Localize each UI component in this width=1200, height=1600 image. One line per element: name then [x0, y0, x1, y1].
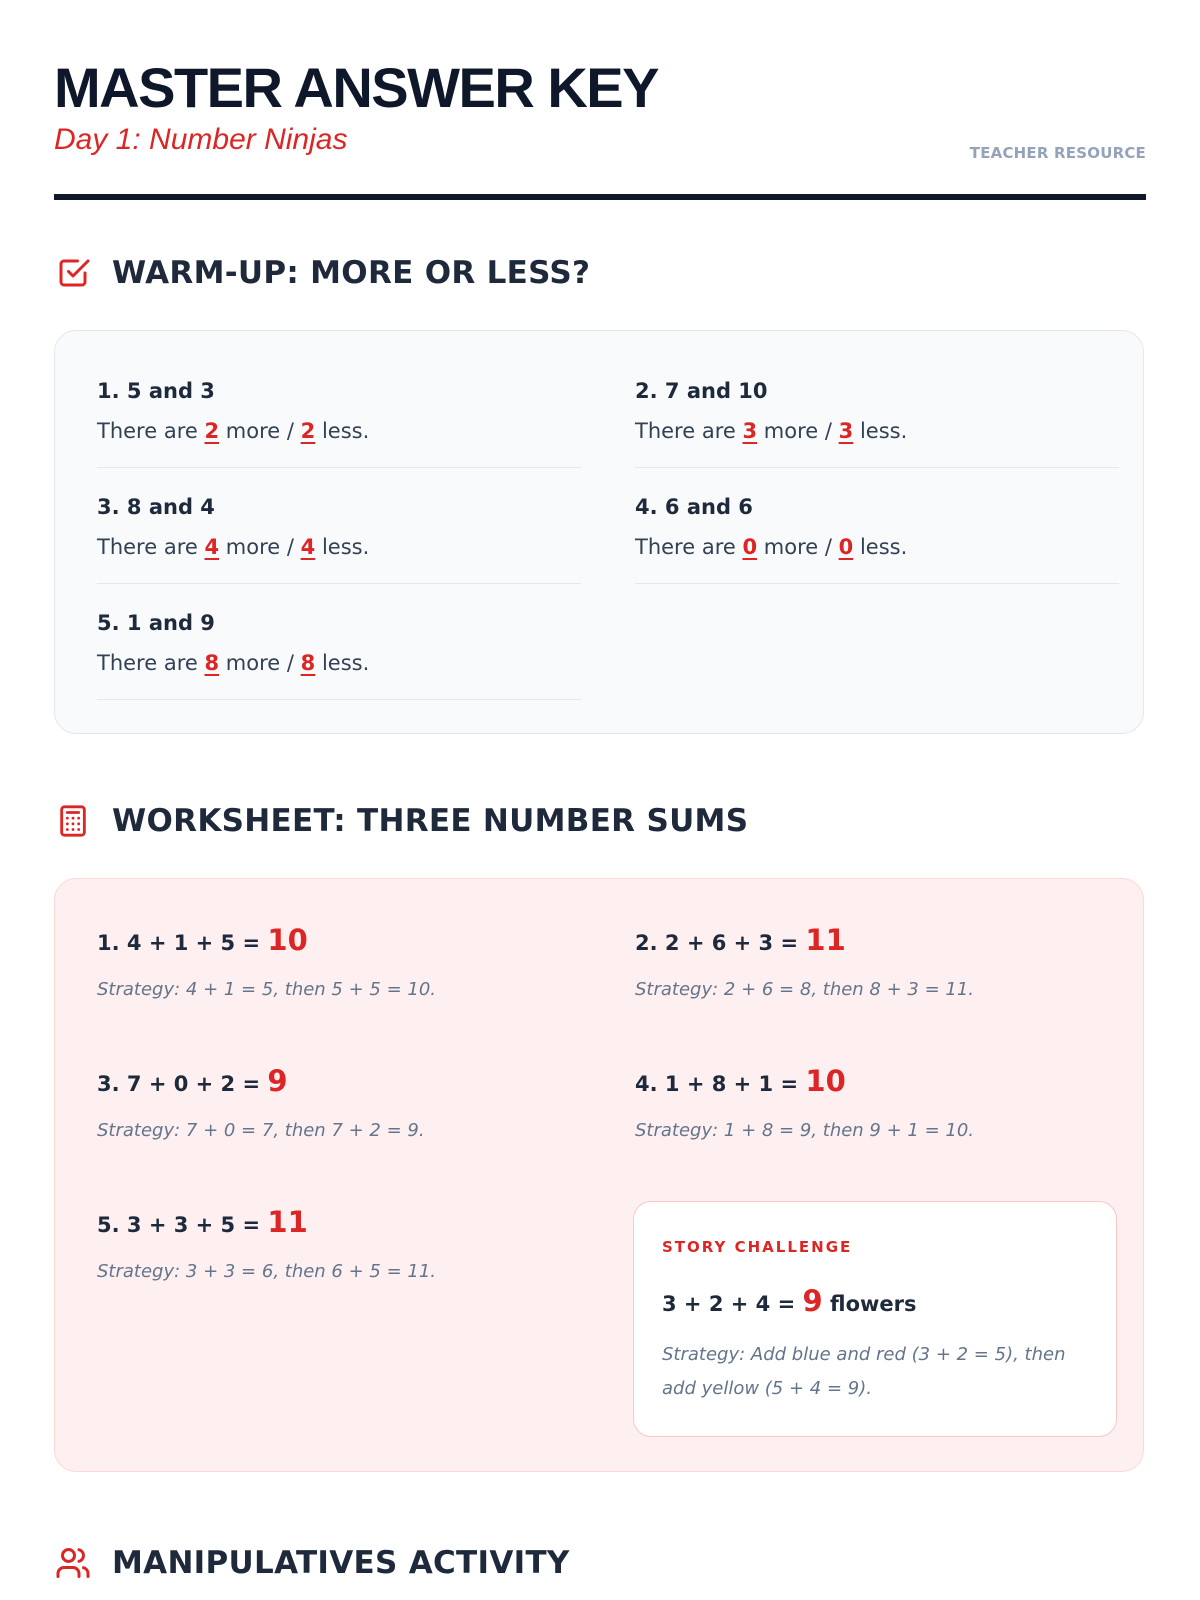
equation-answer: 11 — [267, 1205, 308, 1239]
warmup-question: 1. 5 and 3 — [97, 379, 215, 403]
worksheet-heading: WORKSHEET: THREE NUMBER SUMS — [112, 803, 749, 839]
warmup-heading: WARM-UP: MORE OR LESS? — [112, 255, 591, 291]
warmup-question: 5. 1 and 9 — [97, 611, 215, 635]
warmup-section-heading — [54, 254, 590, 292]
less-value: 2 — [300, 419, 316, 443]
more-value: 8 — [204, 651, 220, 675]
answer-mid: more / — [225, 535, 294, 559]
less-value: 8 — [300, 651, 316, 675]
calculator-icon — [54, 802, 92, 840]
equation-text: 2. 2 + 6 + 3 = — [635, 931, 799, 955]
answer-mid: more / — [763, 535, 832, 559]
story-answer: 9 — [802, 1284, 823, 1318]
worksheet-equation — [97, 923, 581, 957]
header-divider — [54, 194, 1146, 200]
check-square-icon — [54, 254, 92, 292]
warmup-card — [54, 330, 1144, 734]
worksheet-item — [97, 923, 581, 1000]
strategy-text: Strategy: 7 + 0 = 7, then 7 + 2 = 9. — [97, 1120, 425, 1141]
warmup-answer — [97, 651, 369, 675]
worksheet-equation — [97, 1064, 581, 1098]
strategy-text: Strategy: 4 + 1 = 5, then 5 + 5 = 10. — [97, 979, 437, 1000]
warmup-question: 3. 8 and 4 — [97, 495, 215, 519]
teacher-resource-label: TEACHER RESOURCE — [969, 144, 1146, 162]
worksheet-section-heading — [54, 802, 748, 840]
answer-suffix: less. — [859, 419, 908, 443]
worksheet-equation — [635, 1064, 1119, 1098]
answer-mid: more / — [225, 419, 294, 443]
answer-prefix: There are — [97, 651, 198, 675]
equation-answer: 11 — [805, 923, 846, 957]
less-value: 4 — [300, 535, 316, 559]
worksheet-item — [97, 1205, 581, 1282]
warmup-answer — [97, 419, 369, 443]
story-strategy: Strategy: Add blue and red (3 + 2 = 5), then add yellow (5 + 4 = 9). — [662, 1344, 1066, 1399]
warmup-answer — [635, 535, 907, 559]
less-value: 0 — [838, 535, 854, 559]
less-value: 3 — [838, 419, 854, 443]
warmup-question: 2. 7 and 10 — [635, 379, 768, 403]
manipulatives-section-heading — [54, 1544, 570, 1582]
answer-prefix: There are — [635, 535, 736, 559]
worksheet-equation — [97, 1205, 581, 1239]
manipulatives-heading: MANIPULATIVES ACTIVITY — [112, 1545, 570, 1581]
page-header — [54, 56, 1146, 160]
worksheet-card — [54, 878, 1144, 1472]
worksheet-equation — [635, 923, 1119, 957]
more-value: 0 — [742, 535, 758, 559]
equation-text: 3 + 2 + 4 = — [662, 1292, 796, 1316]
warmup-item — [97, 361, 581, 468]
worksheet-item — [97, 1064, 581, 1141]
equation-text: 3. 7 + 0 + 2 = — [97, 1072, 261, 1096]
answer-suffix: less. — [321, 419, 370, 443]
worksheet-item — [635, 1064, 1119, 1141]
warmup-item — [635, 361, 1119, 468]
answer-mid: more / — [763, 419, 832, 443]
warmup-answer — [635, 419, 907, 443]
warmup-answer — [97, 535, 369, 559]
story-equation — [662, 1284, 917, 1318]
page-subtitle: Day 1: Number Ninjas — [54, 123, 348, 156]
more-value: 3 — [742, 419, 758, 443]
answer-prefix: There are — [97, 419, 198, 443]
more-value: 2 — [204, 419, 220, 443]
answer-suffix: less. — [859, 535, 908, 559]
story-challenge-card — [633, 1201, 1117, 1437]
answer-suffix: less. — [321, 535, 370, 559]
warmup-item — [97, 593, 581, 700]
more-value: 4 — [204, 535, 220, 559]
page-title: MASTER ANSWER KEY — [54, 56, 659, 119]
answer-mid: more / — [225, 651, 294, 675]
equation-text: 5. 3 + 3 + 5 = — [97, 1213, 261, 1237]
warmup-item — [635, 477, 1119, 584]
answer-prefix: There are — [635, 419, 736, 443]
warmup-question: 4. 6 and 6 — [635, 495, 753, 519]
story-unit: flowers — [830, 1292, 917, 1316]
equation-answer: 10 — [267, 923, 308, 957]
strategy-text: Strategy: 3 + 3 = 6, then 6 + 5 = 11. — [97, 1261, 437, 1282]
answer-prefix: There are — [97, 535, 198, 559]
equation-answer: 9 — [267, 1064, 288, 1098]
worksheet-item — [635, 923, 1119, 1000]
equation-answer: 10 — [805, 1064, 846, 1098]
warmup-item — [97, 477, 581, 584]
strategy-text: Strategy: 1 + 8 = 9, then 9 + 1 = 10. — [635, 1120, 975, 1141]
equation-text: 1. 4 + 1 + 5 = — [97, 931, 261, 955]
users-icon — [54, 1544, 92, 1582]
strategy-text: Strategy: 2 + 6 = 8, then 8 + 3 = 11. — [635, 979, 975, 1000]
equation-text: 4. 1 + 8 + 1 = — [635, 1072, 799, 1096]
answer-suffix: less. — [321, 651, 370, 675]
story-challenge-label: STORY CHALLENGE — [662, 1238, 853, 1256]
